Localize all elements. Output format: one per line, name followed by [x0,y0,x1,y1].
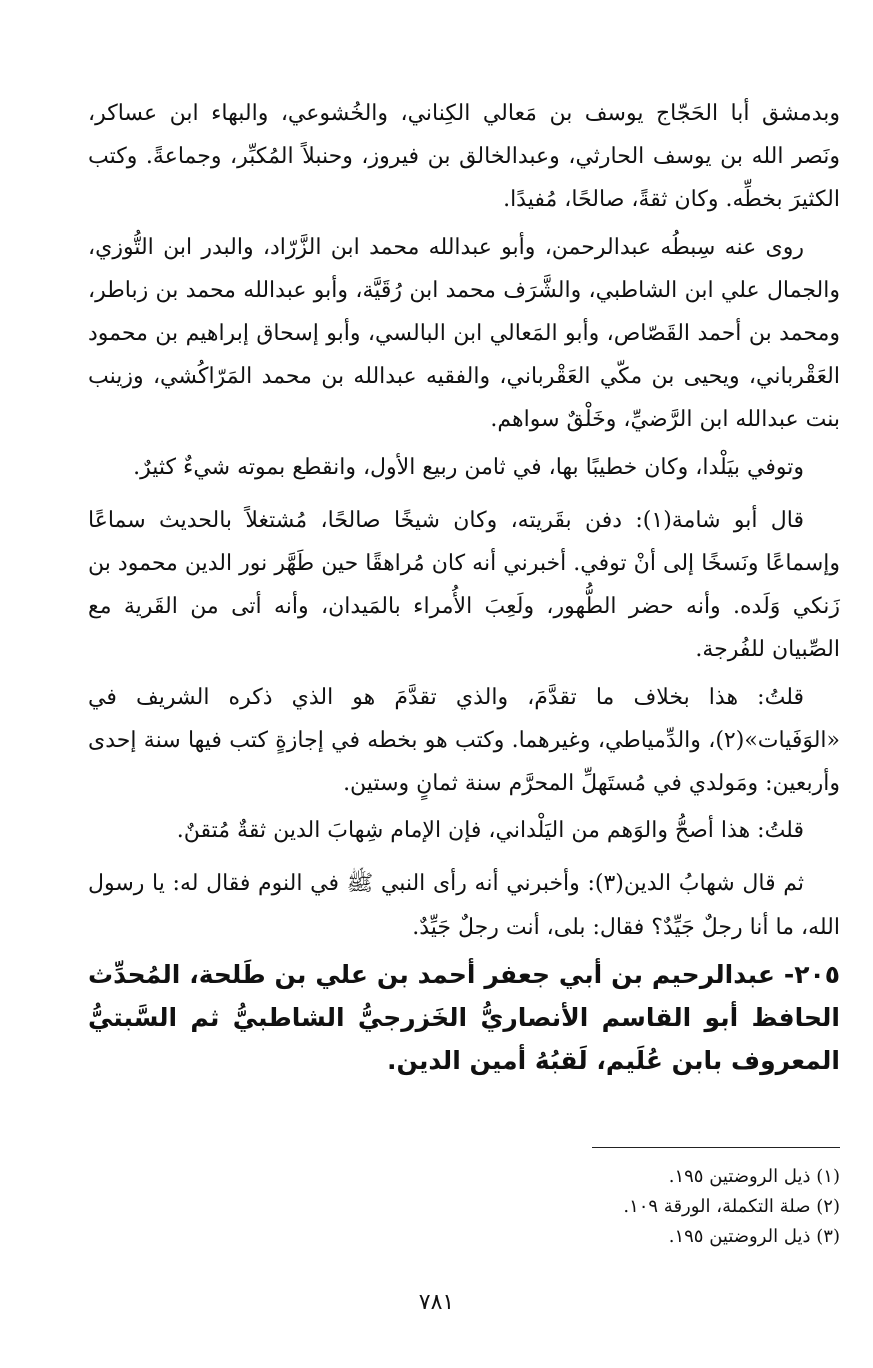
paragraph-death: وتوفي بيَلْدا، وكان خطيبًا بها، في ثامن ربيع الأول، وانقطع بموته شيءٌ كثيرٌ. [133,454,804,480]
paragraph-teachers: وبدمشق أبا الحَجّاج يوسف بن مَعالي الكِناني، والخُشوعي، والبهاء ابن عساكر، ونَصر الله بن يوسف الحارثي، وعبدالخالق بن فيروز، وحنبلاً المُكبِّر، وجماعةً. وكتب الكثيرَ بخطِّه. وكان ثقةً، صالحًا، مُفيدًا. [88,101,840,213]
footnote-2: (٢) صلة التكملة، الورقة ١٠٩. [623,1196,840,1217]
main-text [88,92,840,1082]
paragraph-dream: ثم قال شهابُ الدين(٣): وأخبرني أنه رأى النبي ﷺ في النوم فقال له: يا رسول الله، ما أنا رجلٌ جَيِّدٌ؟ فقال: بلى، أنت رجلٌ جَيِّدٌ. [88,871,840,940]
footnote-1: (١) ذيل الروضتين ١٩٥. [668,1166,840,1187]
paragraph-abu-shama: قال أبو شامة(١): دفن بقَريته، وكان شيخًا صالحًا، مُشتغلاً بالحديث سماعًا وإسماعًا ونَسخًا إلى أنْ توفي. أخبرني أنه كان مُراهقًا حين طَهَّر نور الدين محمود بن زَنكي وَلَده. وأنه حضر الطُّهور، ولَعِبَ الأُمراء بالمَيدان، وأنه أتى من القَرية مع الصِّبيان للفُرجة. [88,507,840,663]
paragraph-author-note-1: قلتُ: هذا بخلاف ما تقدَّمَ، والذي تقدَّمَ هو الذي ذكره الشريف في «الوَفَيات»(٢)، والدِّمياطي، وغيرهما. وكتب هو بخطه في إجازةٍ كتب فيها سنة إحدى وأربعين: ومَولدي في مُستَهلِّ المحرَّم سنة ثمانٍ وستين. [88,684,840,797]
paragraph-students: روى عنه سِبطُه عبدالرحمن، وأبو عبدالله محمد ابن الزَّرّاد، والبدر ابن التُّوزي، والجمال علي ابن الشاطبي، والشَّرَف محمد ابن رُقَيَّة، وأبو عبدالله محمد بن زباطر، ومحمد بن أحمد القَصّاص، وأبو المَعالي ابن البالسي، وأبو إسحاق إبراهيم بن محمود العَقْرباني، ويحيى بن مكّي العَقْرباني، والفقيه عبدالله بن محمد المَرّاكُشي، وزينب بنت عبدالله ابن الرَّضيِّ، وخَلْقٌ سواهم. [88,234,840,433]
page-number: ٧٨١ [418,1290,455,1315]
paragraph-author-note-2: قلتُ: هذا أصحُّ والوَهم من اليَلْداني، فإن الإمام شِهابَ الدين ثقةٌ مُتقنٌ. [176,818,804,844]
footnote-3: (٣) ذيل الروضتين ١٩٥. [668,1226,840,1247]
footnotes [88,1162,840,1252]
biography-entry-heading: ٢٠٥- عبدالرحيم بن أبي جعفر أحمد بن علي بن طَلحة، المُحدِّث الحافظ أبو القاسم الأنصاريُّ الخَزرجيُّ الشاطبيُّ ثم السَّبتيُّ المعروف بابن عُلَيم، لَقبُهُ أمين الدين. [88,959,840,1075]
footnote-divider [592,1147,840,1148]
